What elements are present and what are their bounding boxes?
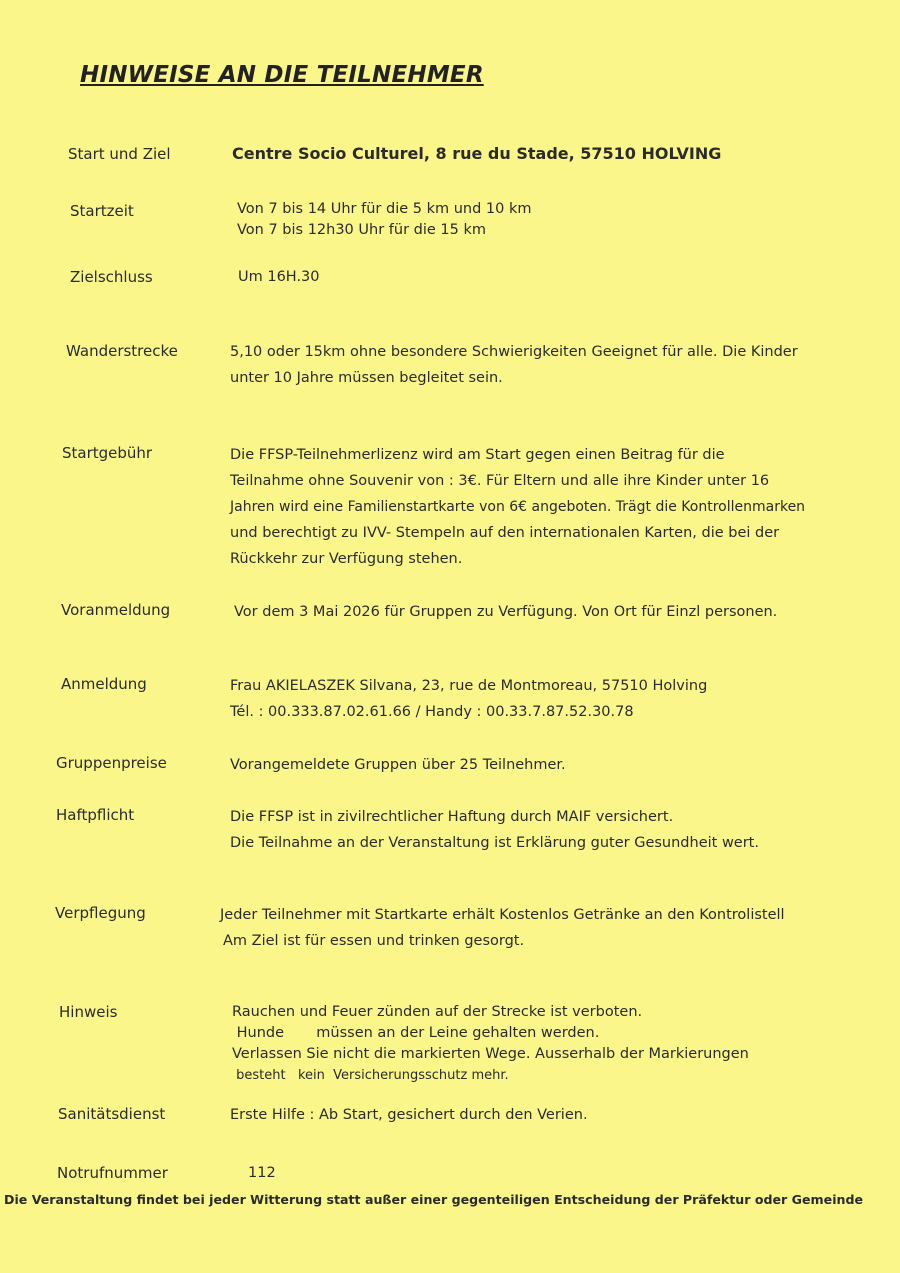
value-line: 5,10 oder 15km ohne besondere Schwierigkeiten Geeignet für alle. Die Kinder — [230, 344, 798, 360]
value-haftpflicht — [230, 804, 759, 856]
value-line: Die FFSP-Teilnehmerlizenz wird am Start gegen einen Beitrag für die — [230, 447, 725, 463]
value-line: Frau AKIELASZEK Silvana, 23, rue de Montmoreau, 57510 Holving — [230, 678, 708, 694]
label-verpflegung: Verpflegung — [55, 904, 146, 922]
value-voranmeldung — [234, 599, 777, 625]
value-start-und-ziel — [232, 141, 721, 167]
label-zielschluss: Zielschluss — [70, 268, 153, 286]
value-line: Hunde müssen an der Leine gehalten werden. — [232, 1025, 600, 1041]
value-gruppenpreise — [230, 752, 566, 778]
value-startgebuehr — [230, 442, 805, 572]
value-verpflegung — [220, 902, 785, 954]
label-wanderstrecke: Wanderstrecke — [66, 342, 178, 360]
label-startzeit: Startzeit — [70, 202, 134, 220]
footer-note: Die Veranstaltung findet bei jeder Witterung statt außer einer gegenteiligen Entscheidung der Präfektur oder Gemeinde — [4, 1192, 864, 1207]
label-anmeldung: Anmeldung — [61, 675, 147, 693]
value-zielschluss — [238, 264, 320, 290]
value-line: Rückkehr zur Verfügung stehen. — [230, 551, 463, 567]
value-line: und berechtigt zu IVV- Stempeln auf den internationalen Karten, die bei der — [230, 525, 780, 541]
value-line: Die Teilnahme an der Veranstaltung ist Erklärung guter Gesundheit wert. — [230, 835, 759, 851]
label-start-und-ziel: Start und Ziel — [68, 145, 171, 163]
value-line: Verlassen Sie nicht die markierten Wege. Ausserhalb der Markierungen — [232, 1046, 749, 1062]
value-line: Erste Hilfe : Ab Start, gesichert durch den Verien. — [230, 1107, 588, 1123]
value-line: besteht kein Versicherungsschutz mehr. — [232, 1068, 509, 1083]
label-gruppenpreise: Gruppenpreise — [56, 754, 167, 772]
value-notrufnummer — [248, 1160, 276, 1186]
label-voranmeldung: Voranmeldung — [61, 601, 171, 619]
value-startzeit — [237, 199, 532, 241]
value-sanitaetsdienst — [230, 1102, 588, 1128]
value-line: Von 7 bis 14 Uhr für die 5 km und 10 km — [237, 201, 532, 217]
label-notrufnummer: Notrufnummer — [57, 1164, 168, 1182]
value-line: Rauchen und Feuer zünden auf der Strecke ist verboten. — [232, 1004, 643, 1020]
value-line: Von 7 bis 12h30 Uhr für die 15 km — [237, 222, 486, 238]
value-anmeldung — [230, 673, 707, 725]
value-line: Vorangemeldete Gruppen über 25 Teilnehmer. — [230, 757, 566, 773]
value-line: Die FFSP ist in zivilrechtlicher Haftung durch MAIF versichert. — [230, 809, 674, 825]
value-line: Teilnahme ohne Souvenir von : 3€. Für Eltern und alle ihre Kinder unter 16 — [230, 473, 770, 489]
page-title: HINWEISE AN DIE TEILNEHMER — [80, 62, 484, 88]
value-line: Tél. : 00.333.87.02.61.66 / Handy : 00.33.7.87.52.30.78 — [230, 704, 634, 720]
value-wanderstrecke — [230, 339, 798, 391]
label-sanitaetsdienst: Sanitätsdienst — [58, 1105, 166, 1123]
value-line: unter 10 Jahre müssen begleitet sein. — [230, 370, 503, 386]
value-hinweis — [232, 1002, 749, 1086]
value-line: Um 16H.30 — [238, 269, 320, 285]
label-hinweis: Hinweis — [59, 1003, 118, 1021]
value-line: Am Ziel ist für essen und trinken gesorgt. — [223, 933, 525, 949]
label-startgebuehr: Startgebühr — [62, 444, 153, 462]
value-line: Jahren wird eine Familienstartkarte von 6€ angeboten. Trägt die Kontrollenmarken — [230, 499, 806, 515]
value-line: Centre Socio Culturel, 8 rue du Stade, 57510 HOLVING — [232, 144, 722, 163]
value-line: Vor dem 3 Mai 2026 für Gruppen zu Verfügung. Von Ort für Einzl personen. — [234, 604, 778, 620]
value-line: Jeder Teilnehmer mit Startkarte erhält Kostenlos Getränke an den Kontrolistell — [220, 907, 785, 923]
value-line: 112 — [248, 1165, 276, 1181]
label-haftpflicht: Haftpflicht — [56, 806, 135, 824]
